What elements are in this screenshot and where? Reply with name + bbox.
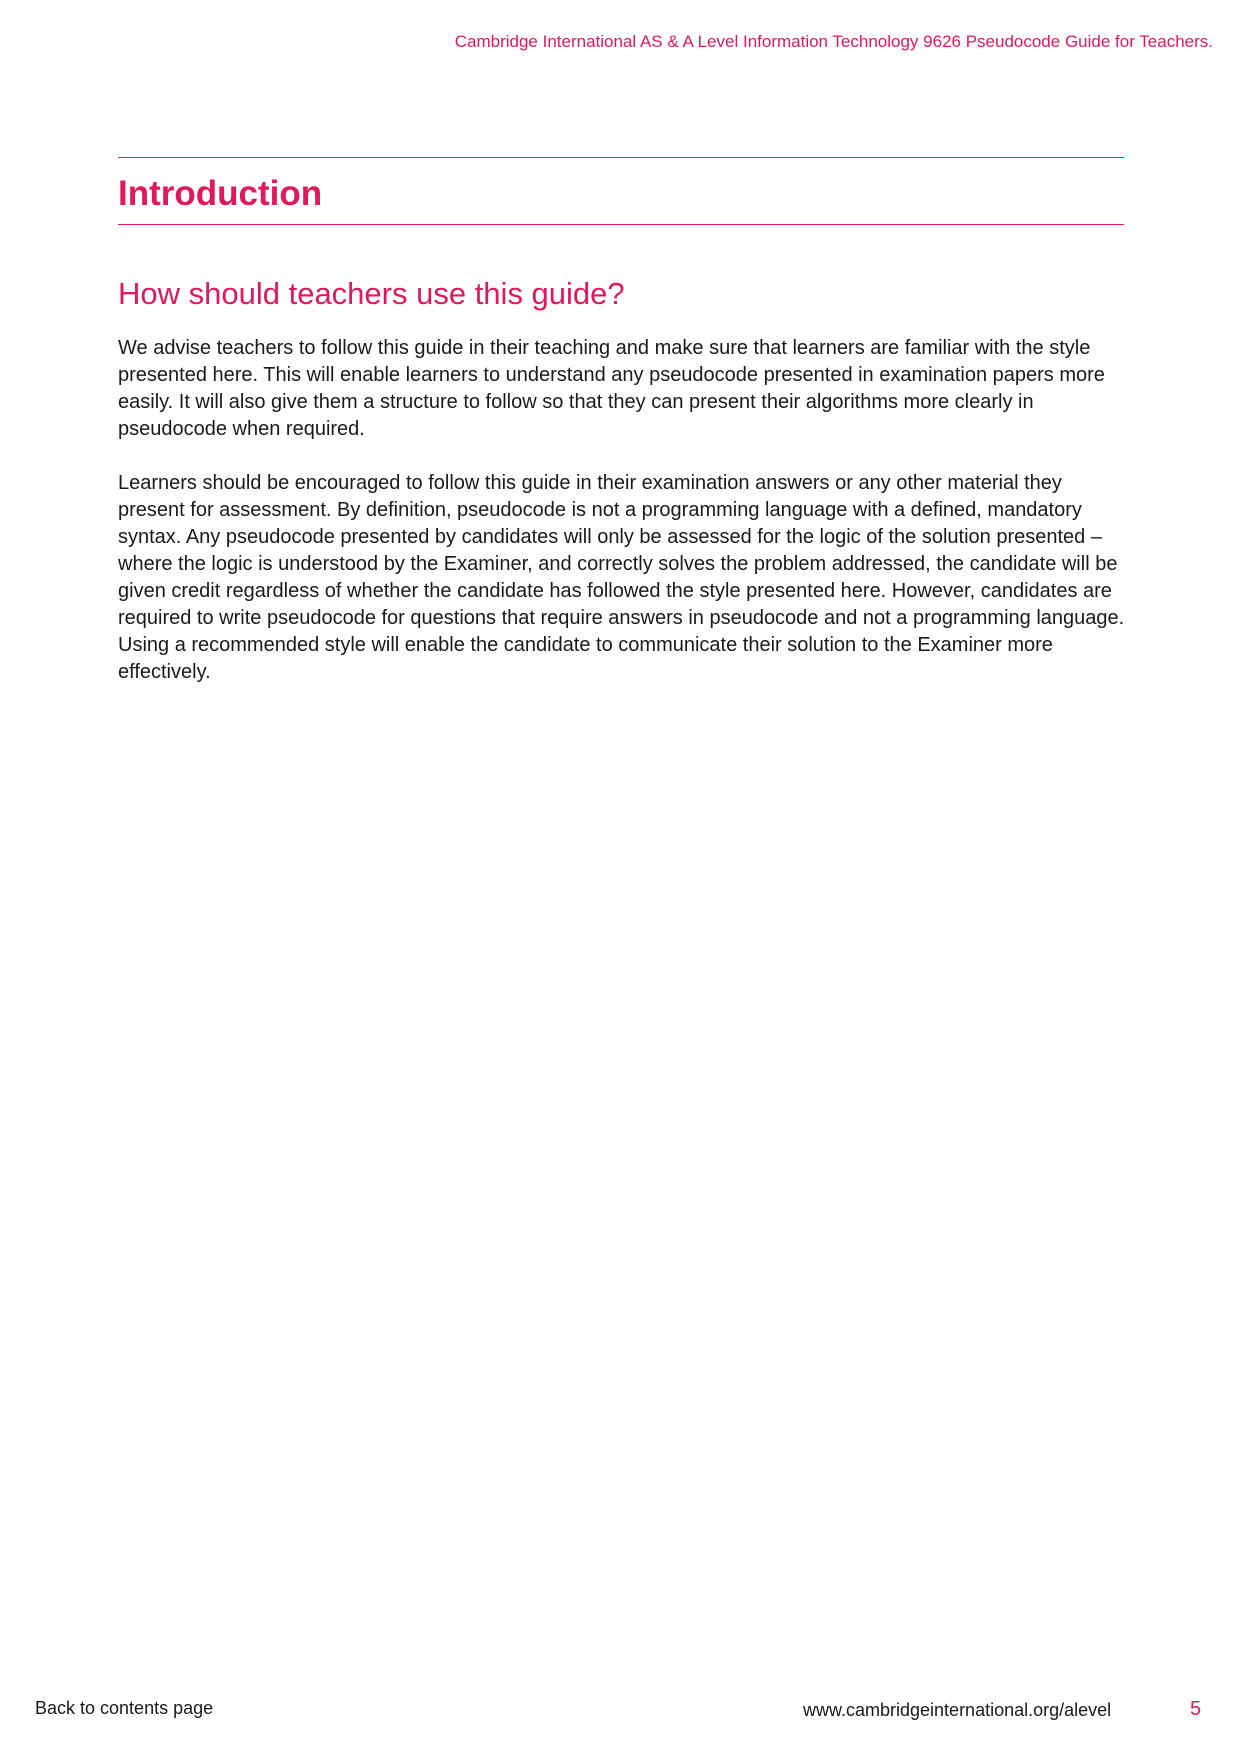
title-rule-top <box>118 157 1124 158</box>
paragraph-1: We advise teachers to follow this guide in their teaching and make sure that learners are familiar with the style presented here. This will enable learners to understand any pseudocode presented in examination papers more easily. It will also give them a structure to follow so that they can present their algorithms more clearly in pseudocode when required. <box>118 337 1105 440</box>
subheading: How should teachers use this guide? <box>118 276 625 311</box>
title-rule-bottom <box>118 224 1124 225</box>
running-header: Cambridge International AS & A Level Information Technology 9626 Pseudocode Guide for Teachers. <box>454 32 1213 51</box>
page-number: 5 <box>1190 1698 1202 1720</box>
paragraph-2: Learners should be encouraged to follow this guide in their examination answers or any other material they present for assessment. By definition, pseudocode is not a programming language with a defined, mandatory syntax. Any pseudocode presented by candidates will only be assessed for the logic of the solution presented – where the logic is understood by the Examiner, and correctly solves the problem addressed, the candidate will be given credit regardless of whether the candidate has followed the style presented here. However, candidates are required to write pseudocode for questions that require answers in pseudocode and not a programming language. Using a recommended style will enable the candidate to communicate their solution to the Examiner more effectively. <box>118 472 1125 683</box>
website-url-link[interactable]: www.cambridgeinternational.org/alevel <box>803 1700 1112 1720</box>
back-to-contents-link[interactable]: Back to contents page <box>35 1698 214 1718</box>
section-title: Introduction <box>118 174 323 213</box>
